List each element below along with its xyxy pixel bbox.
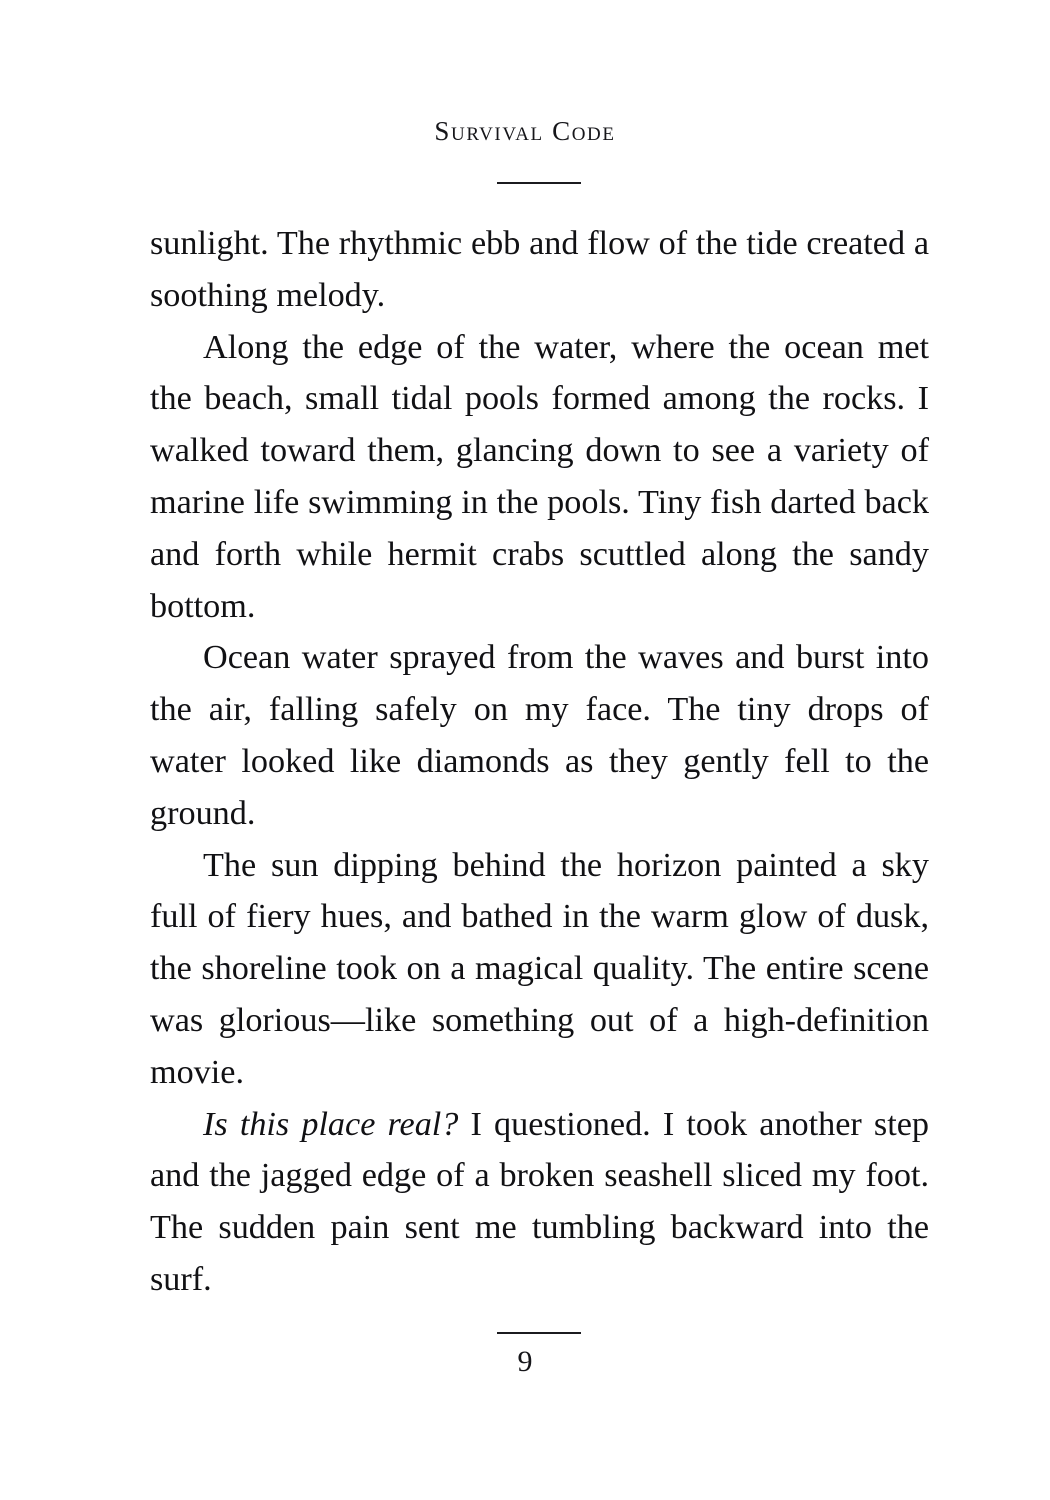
- running-head: Survival Code: [434, 116, 616, 146]
- body-text-column: [150, 218, 929, 1306]
- header-divider-rule: [497, 182, 581, 184]
- paragraph-seashell-rest: I questioned. I took another step and the jagged edge of a broken seashell sliced my foot. The sudden pain sent me tumbling backward into the surf.: [150, 1105, 929, 1298]
- paragraph-sunset: The sun dipping behind the horizon painted a sky full of fiery hues, and bathed in the warm glow of dusk, the shoreline took on a magical quality. The entire scene was glorious—like something out of a high-definition movie.: [150, 846, 929, 1091]
- italic-inner-thought: Is this place real?: [203, 1105, 459, 1143]
- page-number: 9: [517, 1345, 533, 1378]
- paragraph-tidal-pools: Along the edge of the water, where the ocean met the beach, small tidal pools formed among the rocks. I walked toward them, glancing down to see a variety of marine life swimming in the pools. Tiny fish darted back and forth while hermit crabs scuttled along the sandy bottom.: [150, 328, 929, 625]
- footer-divider-rule: [497, 1332, 581, 1334]
- paragraph-ocean-spray: Ocean water sprayed from the waves and burst into the air, falling safely on my face. The tiny drops of water looked like diamonds as they gently fell to the ground.: [150, 639, 929, 832]
- paragraph-continued: sunlight. The rhythmic ebb and flow of the tide created a soothing melody.: [150, 225, 929, 314]
- paragraph-seashell: [150, 1099, 929, 1306]
